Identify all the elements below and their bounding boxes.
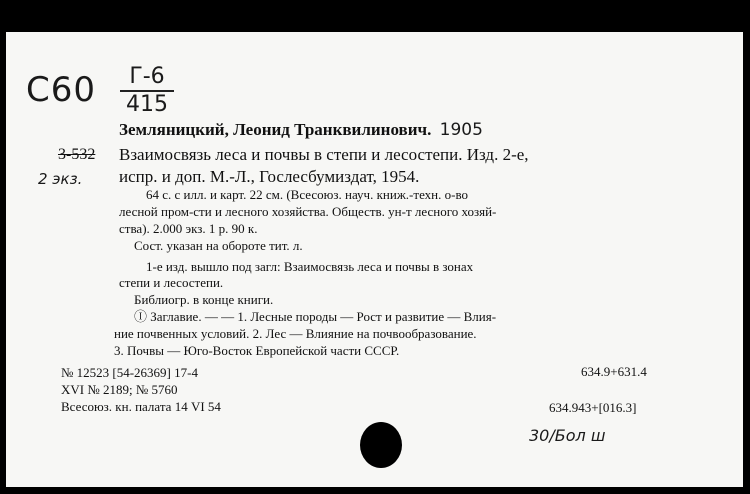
shelfmark xyxy=(26,70,96,110)
description-line: лесной пром-сти и лесного хозяйства. Обществ. ун-т лесного хозяй- xyxy=(119,204,497,219)
registration-number: № 12523 [54-26369] 17-4 xyxy=(61,365,198,380)
shelfmark-bottom: 415 xyxy=(126,92,168,117)
handwritten-note-bottom: 30/Бол ш xyxy=(529,426,606,445)
title-block xyxy=(119,144,689,188)
footer-left xyxy=(61,364,221,415)
series-number: XVI № 2189; № 5760 xyxy=(61,382,178,397)
author-year-handwritten: 1905 xyxy=(439,120,483,140)
classification-primary: 634.9+631.4 xyxy=(581,364,647,379)
note-first-edition-cont: степи и лесостепи. xyxy=(119,275,224,290)
subject-line: 3. Почвы — Юго-Восток Европейской части СССР. xyxy=(114,343,400,358)
shelfmark-fraction xyxy=(116,64,178,118)
description-block-cont xyxy=(119,203,689,237)
author-name: Земляницкий, Леонид Транквилинович. xyxy=(119,120,432,139)
chamber-stamp: Всесоюз. кн. палата 14 VI 54 xyxy=(61,399,221,414)
author-line xyxy=(119,120,483,140)
note-first-edition xyxy=(146,258,686,275)
title-line: испр. и доп. М.-Л., Гослесбумиздат, 1954. xyxy=(119,167,420,186)
subject-line: Ⓘ Заглавие. — — 1. Лесные породы — Рост и развитие — Влия- xyxy=(134,309,497,324)
subject-headings xyxy=(114,308,684,359)
title-line: Взаимосвязь леса и почвы в степи и лесостепи. Изд. 2-е, xyxy=(119,145,529,164)
subject-line: ние почвенных условий. 2. Лес — Влияние на почвообразование. xyxy=(114,326,477,341)
shelfmark-prefix: С60 xyxy=(26,70,97,110)
classification-secondary: 634.943+[016.3] xyxy=(549,400,637,415)
old-shelf-code: 3-532 xyxy=(58,146,96,163)
note-compiler: Сост. указан на обороте тит. л. xyxy=(134,238,303,253)
shelfmark-top: Г-6 xyxy=(129,64,165,89)
note-bibliography: Библиогр. в конце книги. xyxy=(134,292,274,307)
ink-blot xyxy=(360,422,402,468)
description-block xyxy=(146,186,686,203)
description-line: ства). 2.000 экз. 1 р. 90 к. xyxy=(119,221,258,236)
catalog-card xyxy=(6,32,743,487)
copies-margin-note: 2 экз. xyxy=(38,170,83,188)
note-line: 1-е изд. вышло под загл: Взаимосвязь леса и почвы в зонах xyxy=(146,259,474,274)
description-line: 64 с. с илл. и карт. 22 см. (Всесоюз. науч. книж.-техн. о-во xyxy=(146,187,468,202)
